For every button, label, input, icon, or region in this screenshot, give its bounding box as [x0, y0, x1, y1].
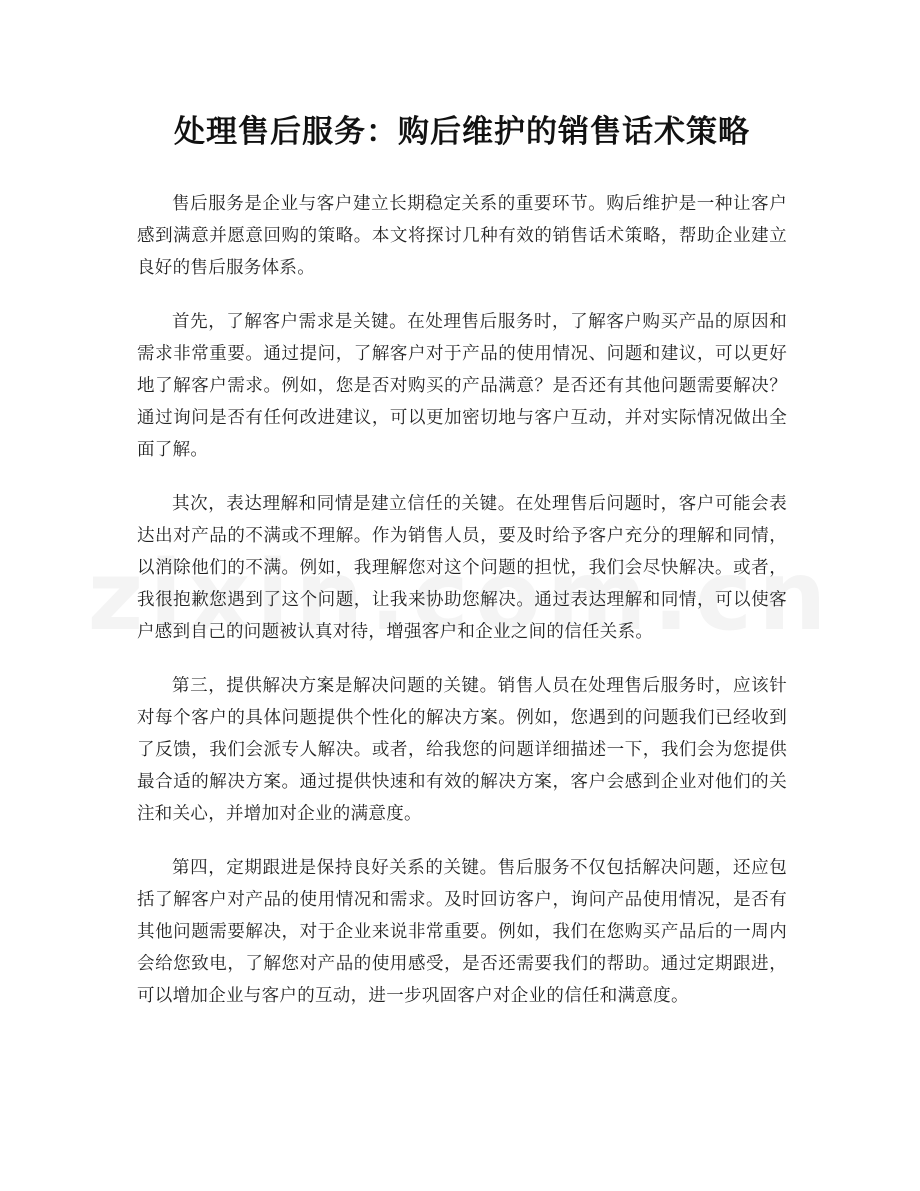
paragraph-intro: 售后服务是企业与客户建立长期稳定关系的重要环节。购后维护是一种让客户感到满意并愿意回购的策略。本文将探讨几种有效的销售话术策略，帮助企业建立良好的售后服务体系。 — [137, 194, 787, 278]
document-title: 处理售后服务：购后维护的销售话术策略 — [174, 114, 750, 150]
paragraph-third: 第三，提供解决方案是解决问题的关键。销售人员在处理售后服务时，应该针对每个客户的具体问题提供个性化的解决方案。例如，您遇到的问题我们已经收到了反馈，我们会派专人解决。或者，给我您的问题详细描述一下，我们会为您提供最合适的解决方案。通过提供快速和有效的解决方案，客户会感到企业对他们的关注和关心，并增加对企业的满意度。 — [137, 676, 787, 824]
paragraph-second: 其次，表达理解和同情是建立信任的关键。在处理售后问题时，客户可能会表达出对产品的不满或不理解。作为销售人员，要及时给予客户充分的理解和同情，以消除他们的不满。例如，我理解您对这个问题的担忧，我们会尽快解决。或者，我很抱歉您遇到了这个问题，让我来协助您解决。通过表达理解和同情，可以使客户感到自己的问题被认真对待，增强客户和企业之间的信任关系。 — [137, 494, 787, 642]
paragraph-first: 首先，了解客户需求是关键。在处理售后服务时，了解客户购买产品的原因和需求非常重要。通过提问，了解客户对于产品的使用情况、问题和建议，可以更好地了解客户需求。例如，您是否对购买的产品满意？是否还有其他问题需要解决？通过询问是否有任何改进建议，可以更加密切地与客户互动，并对实际情况做出全面了解。 — [137, 312, 787, 460]
paragraph-fourth: 第四，定期跟进是保持良好关系的关键。售后服务不仅包括解决问题，还应包括了解客户对产品的使用情况和需求。及时回访客户，询问产品使用情况，是否有其他问题需要解决，对于企业来说非常重要。例如，我们在您购买产品后的一周内会给您致电，了解您对产品的使用感受，是否还需要我们的帮助。通过定期跟进，可以增加企业与客户的互动，进一步巩固客户对企业的信任和满意度。 — [137, 858, 787, 1006]
